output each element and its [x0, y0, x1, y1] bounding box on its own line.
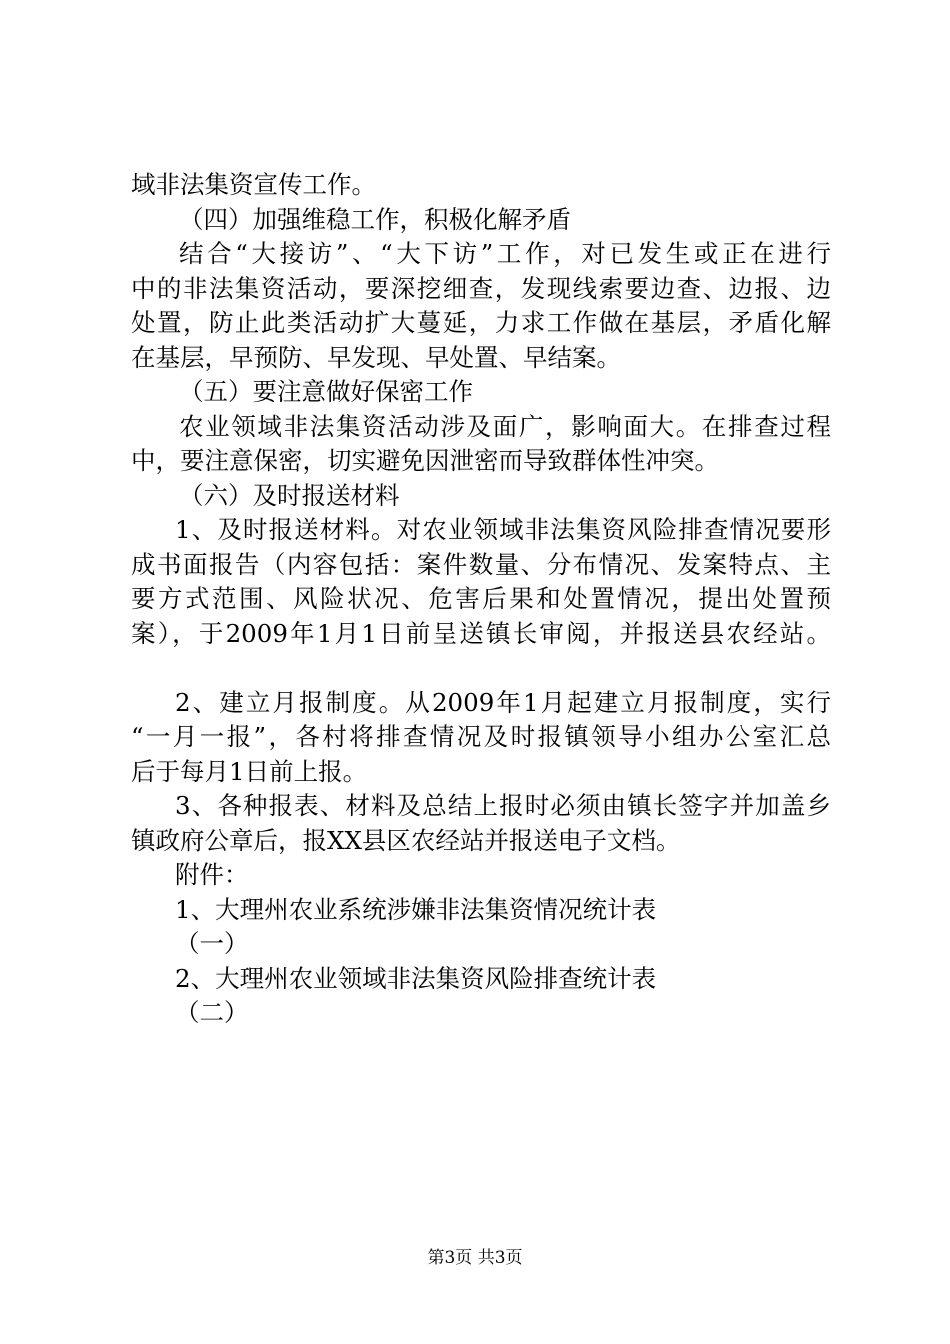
text-line: 案），于2009年1月1日前呈送镇长审阅，并报送县农经站。: [131, 618, 831, 648]
attachment-item-suffix: （二）: [175, 998, 249, 1027]
document-body: [131, 168, 831, 1031]
attachment-item-suffix: （一）: [175, 929, 249, 958]
text-line: 要方式范围、风险状况、危害后果和处置情况，提出处置预: [131, 584, 831, 613]
section-heading: （六）及时报送材料: [179, 480, 400, 510]
text-line: 在基层，早预防、早发现、早处置、早结案。: [131, 342, 621, 372]
text-line: 中的非法集资活动，要深挖细查，发现线索要边查、边报、边: [131, 273, 831, 303]
attachments-heading: 附件：: [175, 860, 249, 889]
text-line: 1、及时报送材料。对农业领域非法集资风险排查情况要形: [175, 515, 831, 544]
text-line: 成书面报告（内容包括：案件数量、分布情况、发案特点、主: [131, 549, 831, 579]
text-line: 2、建立月报制度。从2009年1月起建立月报制度，实行: [175, 687, 831, 717]
attachment-item: 1、大理州农业系统涉嫌非法集资情况统计表: [175, 894, 657, 924]
page-number-footer: 第3页 共3页: [427, 1248, 523, 1268]
text-line: 镇政府公章后，报XX县区农经站并报送电子文档。: [131, 825, 681, 855]
text-line: 后于每月1日前上报。: [131, 756, 368, 786]
attachment-item: 2、大理州农业领域非法集资风险排查统计表: [175, 963, 657, 993]
text-line: 3、各种报表、材料及总结上报时必须由镇长签字并加盖乡: [175, 791, 831, 820]
text-line: “一月一报”，各村将排查情况及时报镇领导小组办公室汇总: [131, 722, 831, 751]
blank-line: [131, 651, 831, 686]
text-line: 处置，防止此类活动扩大蔓延，力求工作做在基层，矛盾化解: [131, 308, 831, 337]
text-line: 结合“大接访”、“大下访”工作，对已发生或正在进行: [179, 239, 831, 268]
text-line: 农业领域非法集资活动涉及面广，影响面大。在排查过程: [179, 411, 831, 441]
section-heading: （四）加强维稳工作，积极化解矛盾: [179, 204, 571, 234]
text-line: 中，要注意保密，切实避免因泄密而导致群体性冲突。: [131, 446, 719, 475]
section-heading: （五）要注意做好保密工作: [179, 377, 473, 406]
text-line: 域非法集资宣传工作。: [131, 170, 376, 199]
